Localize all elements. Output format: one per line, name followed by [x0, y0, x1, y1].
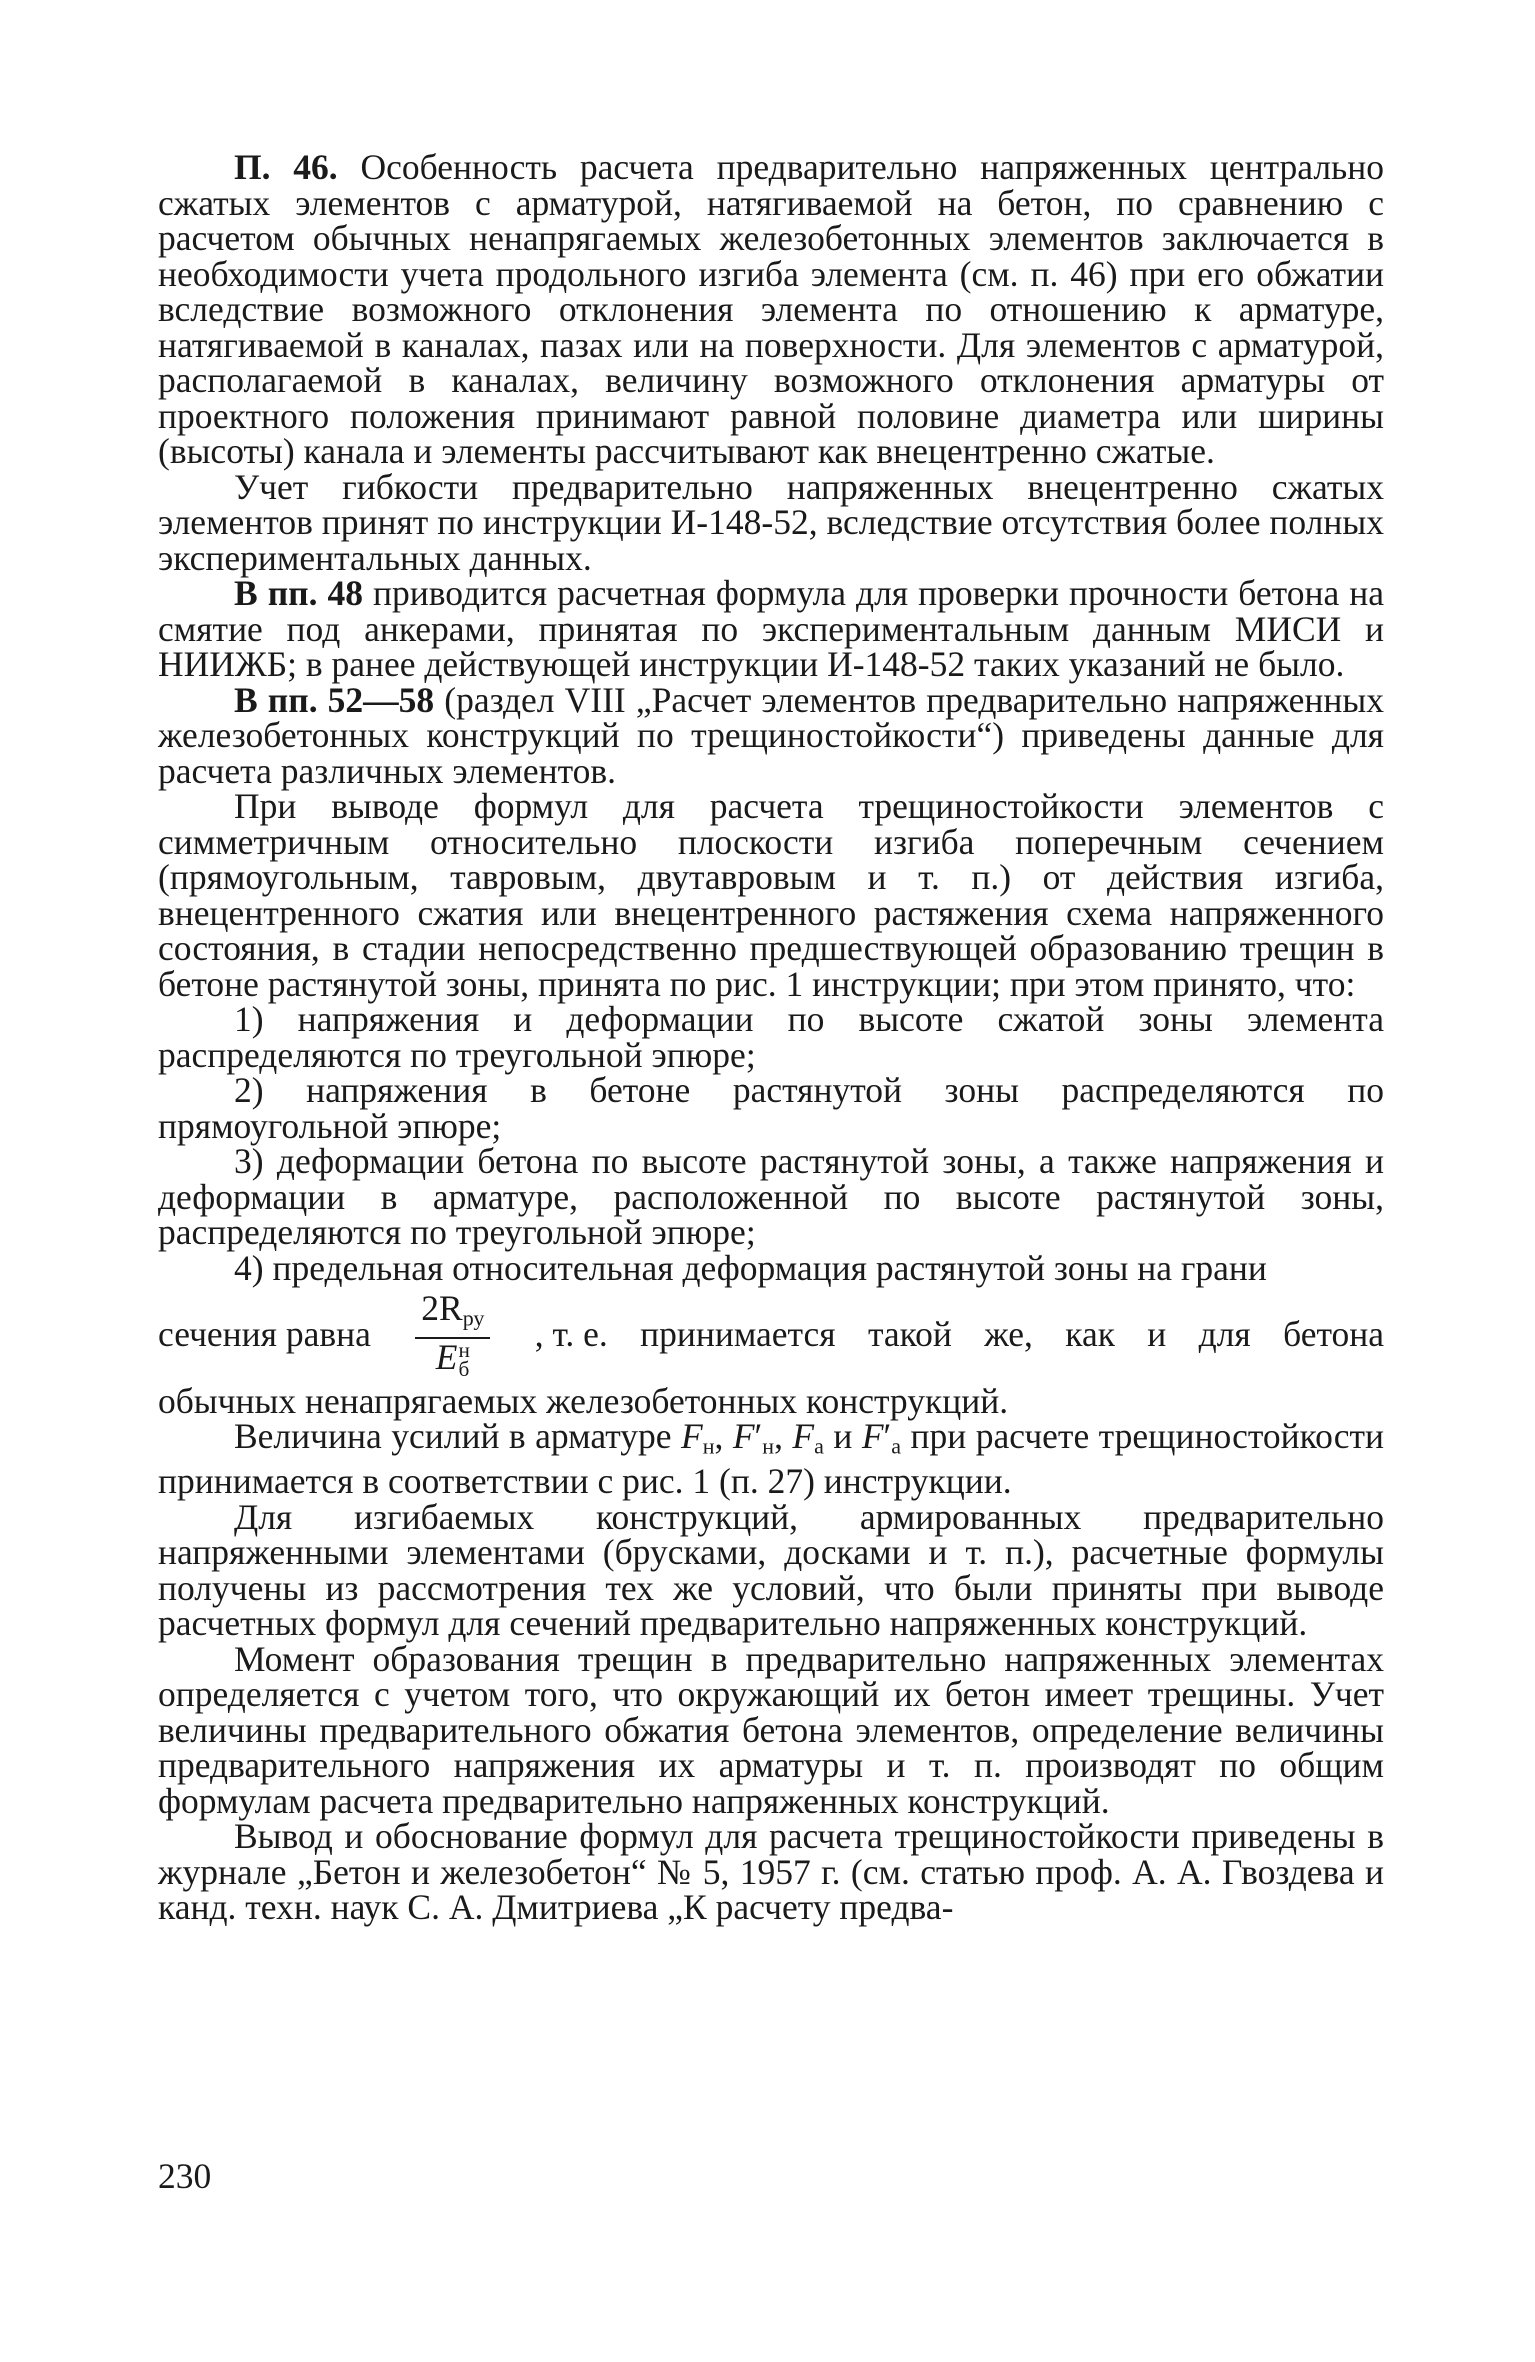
formula-subscript: а — [814, 1433, 824, 1459]
paragraph-continuation: обычных ненапрягаемых железобетонных конструкций. — [158, 1380, 1009, 1421]
formula-subscript: а — [891, 1433, 902, 1459]
paragraph-text: приводится расчетная формула для проверки прочности бетона на смятие под анкерами, принятая по экспериментальным данным МИСИ и НИИЖБ; в ранее действующей инструкции И-148-52 таких указаний не было. — [158, 573, 1384, 684]
text-run: , — [774, 1416, 793, 1457]
denominator-subscript: б — [458, 1357, 470, 1382]
text-run: Величина усилий в арматуре — [234, 1416, 681, 1457]
formula-symbol: F — [792, 1416, 815, 1457]
formula-prime: ′ — [883, 1416, 892, 1457]
paragraph-bending: Для изгибаемых конструкций, армированных предварительно напряженными элементами (брусками, досками и т. п.), расчетные формулы получены из рассмотрения тех же условий, что были приняты при выводе расчетных формул для сечений предварительно напряженных конструкций. — [158, 1496, 1384, 1644]
paragraph-p46 — [158, 147, 1384, 471]
paragraph-flexibility: Учет гибкости предварительно напряженных внецентренно сжатых элементов принят по инструкции И-148-52, вследствие отсутствия более полных экспериментальных данных. — [158, 466, 1384, 578]
numerator-subscript: ру — [462, 1305, 485, 1331]
formula-symbol: F — [732, 1416, 755, 1457]
page-number: 230 — [158, 2156, 212, 2196]
paragraph-label: П. 46. — [234, 147, 338, 187]
paragraph-derivation: При выводе формул для расчета трещиностойкости элементов с симметричным относительно плоскости изгиба поперечным сечением (прямоугольным, тавровым, двутавровым и т. п.) от действия изгиба, внецентренного сжатия или внецентренного растяжения схема напряженного состояния, в стадии непосредственно предшествующей образованию трещин в бетоне растянутой зоны, принята по рис. 1 инструкции; при этом принято, что: — [158, 786, 1384, 1004]
paragraph-text: Особенность расчета предварительно напряженных центрально сжатых элементов с арматурой, натягиваемой на бетон, по сравнению с расчетом обычных ненапрягаемых железобетонных элементов заключается в необходимости учета продольного изгиба элемента (см. п. 46) при его обжатии вследствие возможного отклонения элемента по отношению к арматуре, натягиваемой в каналах, пазах или на поверхности. Для элементов с арматурой, располагаемой в каналах, величину возможного отклонения арматуры от проектного положения принимают равной половине диаметра или ширины (высоты) канала и элементы рассчитывают как внецентренно сжатые. — [158, 147, 1384, 471]
formula-word: принимается — [640, 1314, 836, 1355]
denominator-superscript: н — [458, 1338, 470, 1363]
fraction — [415, 1290, 490, 1380]
paragraph-reference: Вывод и обоснование формул для расчета трещиностойкости приведены в журнале „Бетон и железобетон“ № 5, 1957 г. (см. статью проф. А. А. Гвоздева и канд. техн. наук С. А. Дмитриева „К расчету предва- — [158, 1816, 1384, 1928]
denominator-indices — [458, 1338, 470, 1382]
numerator-symbol: 2R — [421, 1288, 463, 1328]
formula-symbol: F — [681, 1416, 703, 1457]
formula-word: и — [1147, 1314, 1167, 1355]
paragraph-p48 — [158, 573, 1384, 684]
body-text — [158, 147, 1385, 1928]
formula-word: же, — [984, 1314, 1033, 1355]
paragraph-p52-58 — [158, 679, 1384, 791]
text-run: , — [714, 1416, 733, 1457]
paragraph-label: В пп. 52—58 — [234, 679, 435, 720]
denominator-symbol: E — [435, 1336, 458, 1377]
formula-subscript: н — [702, 1433, 715, 1459]
list-item: 1) напряжения и деформации по высоте сжатой зоны элемента распределяются по треугольной эпюре; — [158, 999, 1384, 1075]
list-item: 3) деформации бетона по высоте растянутой зоны, а также напряжения и деформации в арматуре, расположенной по высоте растянутой зоны, распределяются по треугольной эпюре; — [158, 1141, 1384, 1252]
list-item: 2) напряжения в бетоне растянутой зоны распределяются по прямоугольной эпюре; — [158, 1070, 1384, 1146]
paragraph-crack-moment: Момент образования трещин в предварительно напряженных элементах определяется с учетом того, что окружающий их бетон имеет трещины. Учет величины предварительного обжатия бетона элементов, определение величины предварительного напряжения их арматуры и т. п. производят по общим формулам расчета предварительно напряженных конструкций. — [158, 1638, 1384, 1821]
fraction-numerator — [415, 1290, 490, 1339]
paragraph-reinforcement-forces — [158, 1416, 1385, 1502]
list-item: 4) предельная относительная деформация растянутой зоны на грани — [234, 1247, 1267, 1288]
formula-word: бетона — [1283, 1314, 1384, 1355]
formula-symbol: F — [861, 1416, 884, 1457]
formula-lead-text: сечения равна — [158, 1314, 371, 1355]
text-run: при расчете трещиностойкости принимается в соответствии с рис. 1 (п. 27) инструкции. — [158, 1416, 1385, 1502]
fraction-denominator — [435, 1336, 470, 1382]
formula-subscript: н — [762, 1433, 775, 1459]
paragraph-label: В пп. 48 — [234, 573, 363, 613]
formula-word: такой — [867, 1314, 952, 1355]
formula-word: для — [1198, 1314, 1251, 1355]
formula-word: как — [1065, 1314, 1115, 1355]
formula-prime: ′ — [754, 1416, 763, 1457]
text-run: и — [823, 1416, 862, 1457]
paragraph-text: (раздел VIII „Расчет элементов предварительно напряженных железобетонных конструкций по трещиностойкости“) приведены данные для расчета различных элементов. — [158, 679, 1384, 791]
formula-line — [158, 1290, 1384, 1380]
formula-word: , т. е. — [534, 1314, 608, 1355]
